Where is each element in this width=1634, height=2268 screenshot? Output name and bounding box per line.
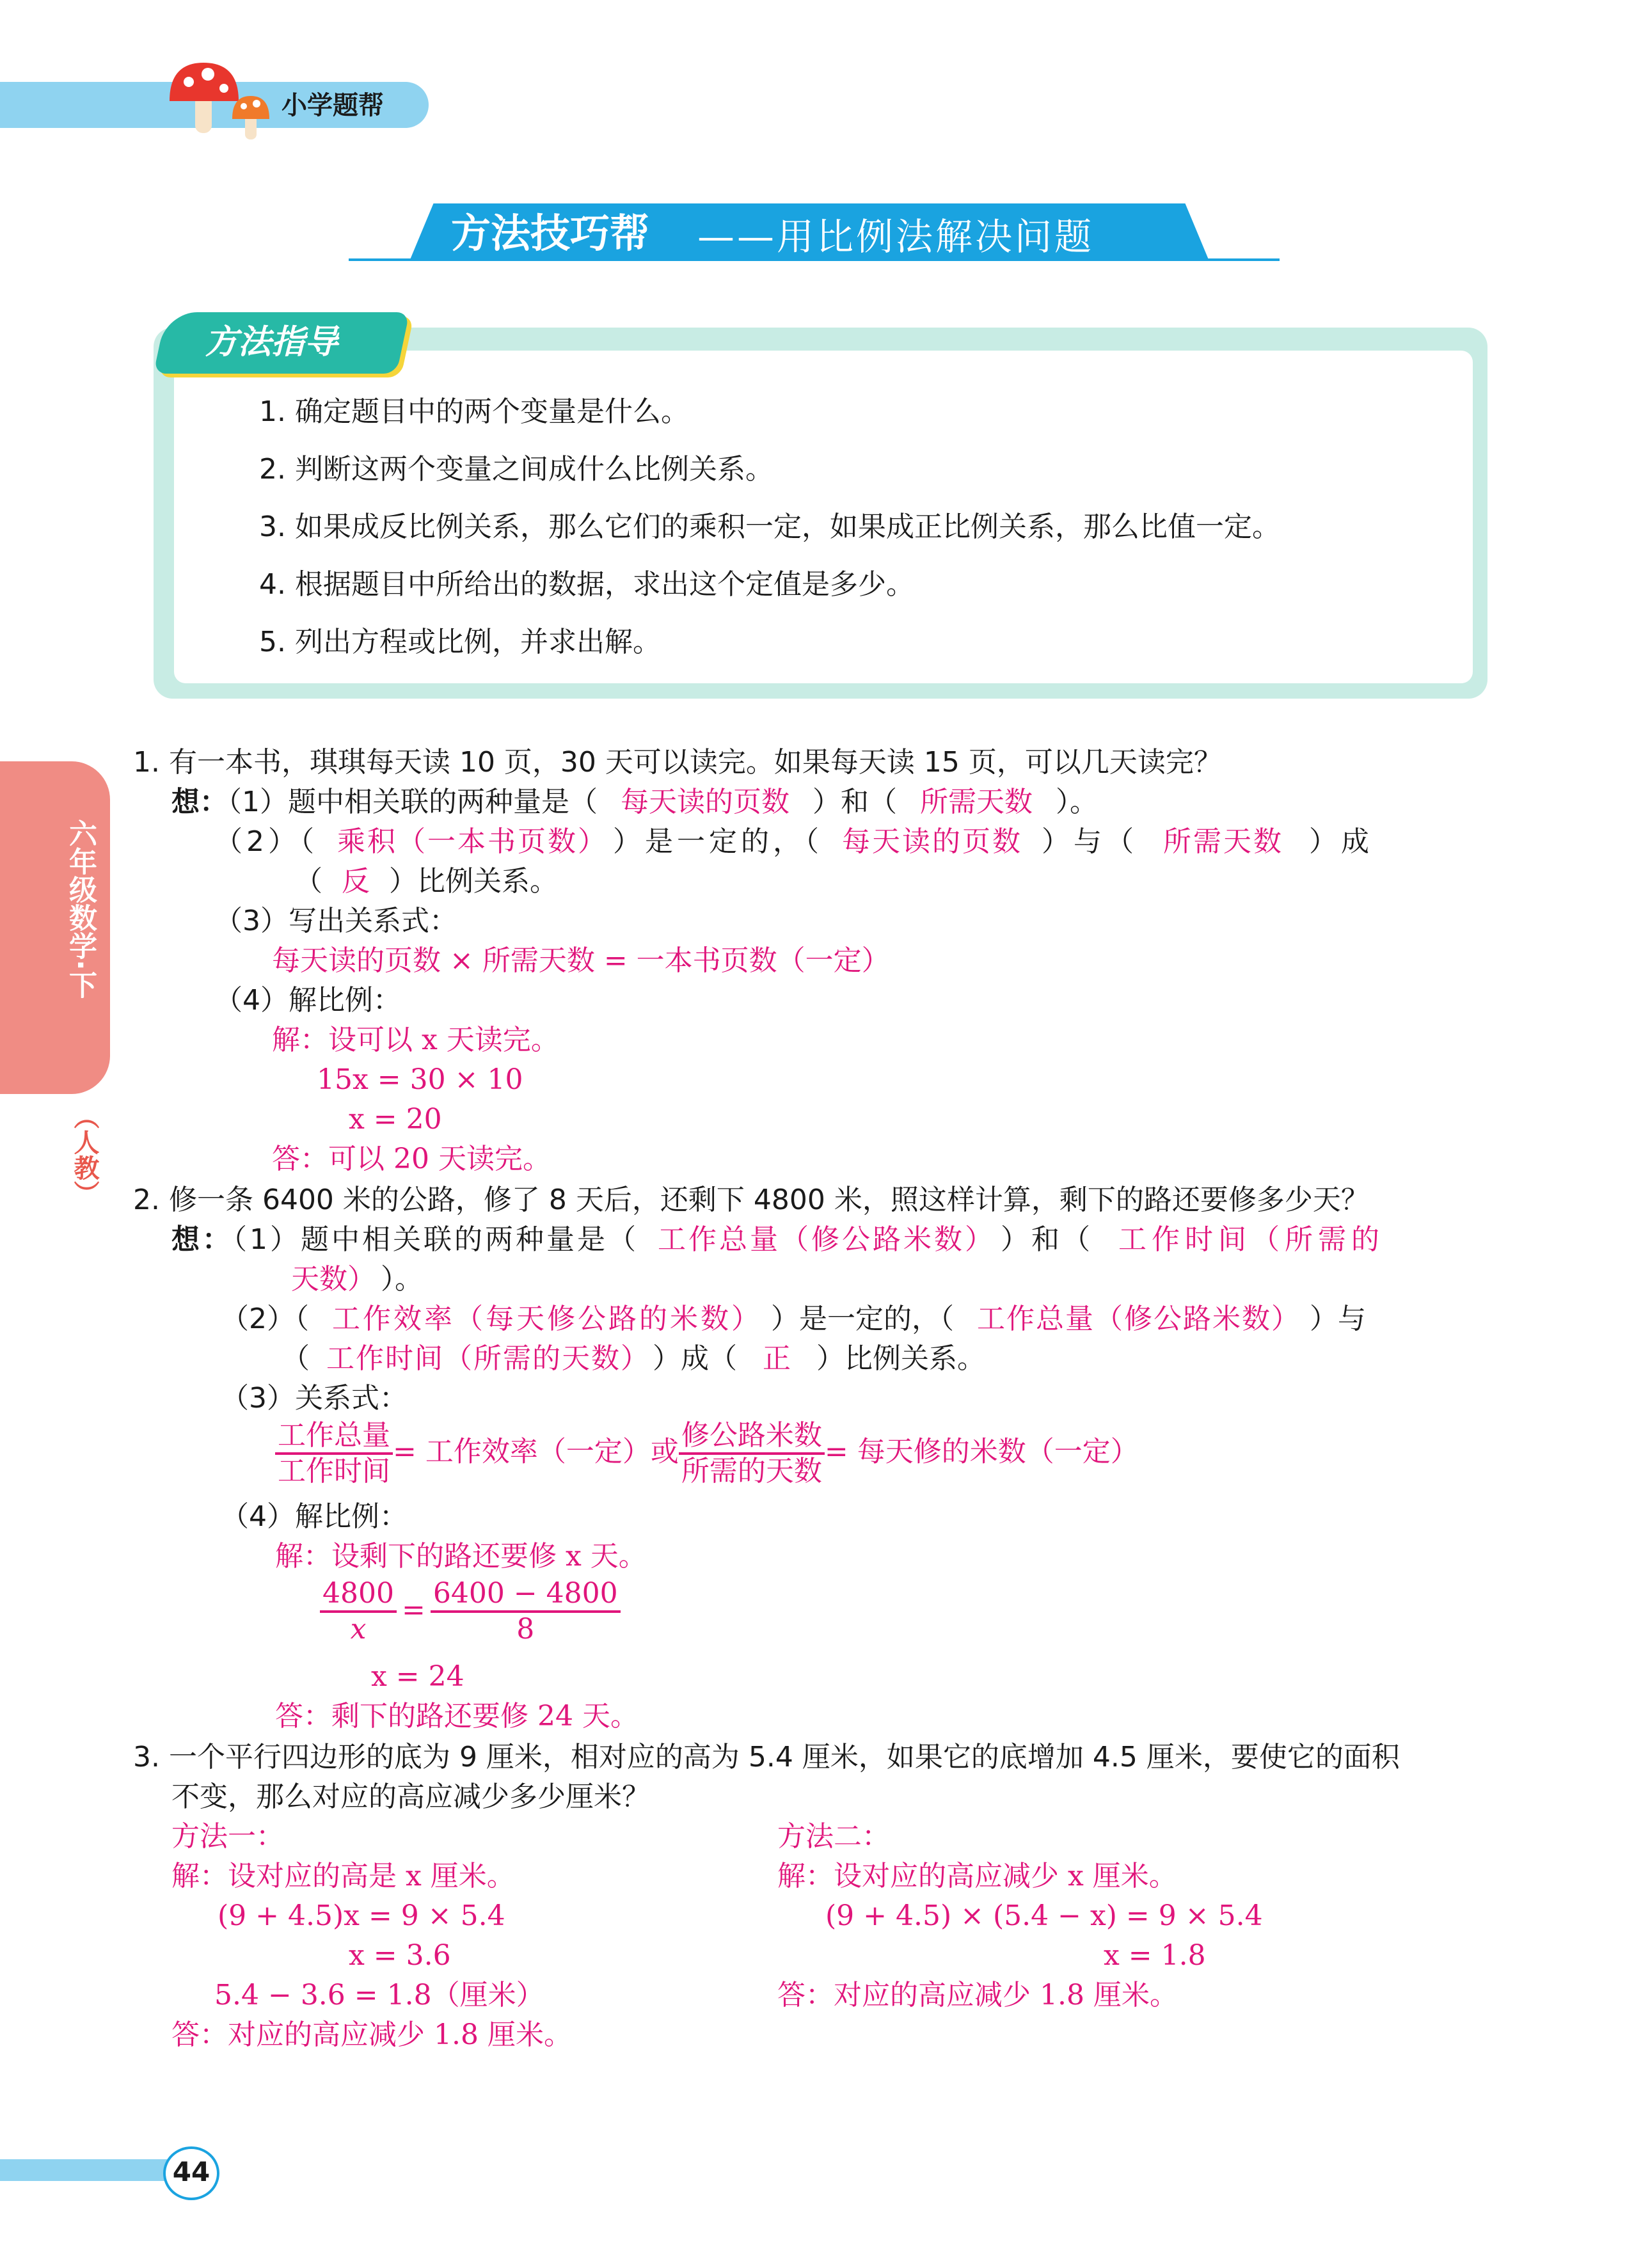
q1-p1-b: ）和（ [813,786,897,818]
q1-p4: （4）解比例： [214,984,401,1017]
q1-p2-d: ）成 [1309,825,1373,858]
answer: 工作总量（修公路米数） [658,1223,981,1256]
q1-p2-a: （2）（ [214,825,318,858]
q2-think-1b [291,1260,423,1299]
q3-method2-title: 方法二： [777,1820,890,1853]
q1-relation: 每天读的页数 × 所需天数 = 一本书页数（一定） [272,944,890,977]
side-tab-edition: （人教） [70,1104,99,1206]
q1-p2-f: ）比例关系。 [389,865,558,898]
fraction-denominator: 8 [516,1613,535,1645]
fraction-denominator: 所需的天数 [681,1455,822,1487]
answer: 工作效率（每天修公路的米数） [332,1303,748,1335]
q1-result: x = 20 [349,1103,442,1136]
answer: 反 [342,865,370,898]
guide-item: 3. 如果成反比例关系，那么它们的乘积一定，如果成正比例关系，那么比值一定。 [259,511,1280,543]
mushroom-logo [163,56,278,146]
q3-question-line1: 3. 一个平行四边形的底为 9 厘米，相对应的高为 5.4 厘米，如果它的底增加 4.5 厘米，要使它的面积 [133,1741,1400,1773]
q1-p2-b: ）是一定的，（ [613,825,823,858]
answer: 每天读的页数 [621,786,789,818]
q1-equation: 15x = 30 × 10 [317,1063,523,1096]
relation-end: = 每天修的米数（一定） [824,1435,1139,1468]
answer: 所需天数 [1163,825,1283,858]
brand-label: 小学题帮 [282,91,384,120]
q2-answer: 答：剩下的路还要修 24 天。 [275,1700,639,1733]
answer: 天数） [291,1263,361,1296]
answer: 乘积（一本书页数） [337,825,594,858]
q2-p2-b: ）是一定的，（ [771,1303,954,1335]
answer: 工作时间（所需的天数） [326,1342,636,1375]
q2-relation [275,1419,1139,1488]
guide-item: 5. 列出方程或比例，并求出解。 [259,626,661,658]
q1-p2-e: （ [294,865,322,898]
equals-sign: = [401,1593,425,1626]
fraction [320,1577,397,1646]
answer: 工作总量（修公路米数） [977,1303,1287,1335]
fraction [679,1419,825,1488]
guide-tag-label: 方法指导 [205,323,338,361]
q1-think-1 [171,782,1098,822]
guide-item: 1. 确定题目中的两个变量是什么。 [259,395,689,428]
q3-method2-line: (9 + 4.5) × (5.4 − x) = 9 × 5.4 [825,1899,1263,1932]
fraction-denominator: x [350,1613,367,1645]
q1-think-2b [294,862,558,901]
q3-method2-line: x = 1.8 [1104,1939,1206,1972]
q1-think-2 [214,822,1373,862]
q3-method1-line: x = 3.6 [349,1939,451,1972]
think-label: 想： [171,1223,233,1256]
q3-method1-line: 答：对应的高应减少 1.8 厘米。 [171,2018,572,2051]
q2-p1-c: ）。 [381,1263,423,1296]
q1-p1-c: ）。 [1056,786,1098,818]
q3-method2-line: 解：设对应的高应减少 x 厘米。 [777,1860,1177,1892]
q3-method1-line: 5.4 − 3.6 = 1.8（厘米） [214,1979,544,2011]
fraction-numerator: 修公路米数 [679,1419,825,1455]
answer: 所需天数 [920,786,1033,818]
q1-question: 1. 有一本书，琪琪每天读 10 页，30 天可以读完。如果每天读 15 页，可以几天读完？ [133,746,1222,779]
q1-solution: 解：设可以 x 天读完。 [272,1024,559,1056]
q2-p2-c: ）与 [1310,1303,1366,1335]
answer: 每天读的页数 [842,825,1022,858]
q2-p2-e: ）成（ [653,1342,737,1375]
banner-title: 方法技巧帮 [451,210,650,257]
q2-question: 2. 修一条 6400 米的公路，修了 8 天后，还剩下 4800 米，照这样计算，剩下的路还要修多少天？ [133,1184,1369,1216]
guide-item: 4. 根据题目中所给出的数据，求出这个定值是多少。 [259,568,914,601]
q2-equation [320,1577,621,1646]
q1-p2-c: ）与（ [1042,825,1138,858]
q3-method1-title: 方法一： [171,1820,284,1853]
q2-think-1 [171,1220,1384,1260]
guide-item: 2. 判断这两个变量之间成什么比例关系。 [259,453,773,486]
fraction-numerator: 6400 − 4800 [431,1577,621,1613]
q3-method1-line: (9 + 4.5)x = 9 × 5.4 [218,1899,505,1932]
q3-question-line2: 不变，那么对应的高应减少多少厘米？ [171,1780,650,1813]
answer: 正 [763,1342,791,1375]
page-number: 44 [172,2156,210,2187]
q2-p2-f: ）比例关系。 [816,1342,985,1375]
q2-p2-a: （2）（ [221,1303,309,1335]
q1-p1-a: （1）题中相关联的两种量是（ [228,786,598,818]
think-label: 想： [171,786,228,818]
q2-solution: 解：设剩下的路还要修 x 天。 [275,1540,647,1573]
q2-p3: （3）关系式： [221,1382,408,1415]
q2-p1-b: ）和（ [1001,1223,1093,1256]
answer: 工作时间（所需的 [1118,1223,1384,1256]
q1-answer: 答：可以 20 天读完。 [272,1143,551,1175]
banner-subtitle: ——用比例法解决问题 [697,215,1095,258]
q2-p1-a: （1）题中相关联的两种量是（ [233,1223,639,1256]
side-tab-grade: 六年级数学·下 [64,819,97,999]
q2-p4: （4）解比例： [221,1500,408,1533]
q3-method2-line: 答：对应的高应减少 1.8 厘米。 [777,1979,1178,2011]
fraction-numerator: 工作总量 [275,1419,393,1455]
fraction-numerator: 4800 [320,1577,397,1613]
q2-p2-d: （ [282,1342,310,1375]
q2-think-2 [221,1299,1366,1339]
q2-result: x = 24 [371,1660,464,1693]
q2-think-2b [282,1339,985,1379]
fraction-denominator: 工作时间 [278,1455,390,1487]
fraction [275,1419,393,1488]
fraction [431,1577,621,1646]
q1-p3: （3）写出关系式： [214,905,457,937]
q3-method1-line: 解：设对应的高是 x 厘米。 [171,1860,515,1892]
relation-middle: = 工作效率（一定）或 [393,1435,679,1468]
